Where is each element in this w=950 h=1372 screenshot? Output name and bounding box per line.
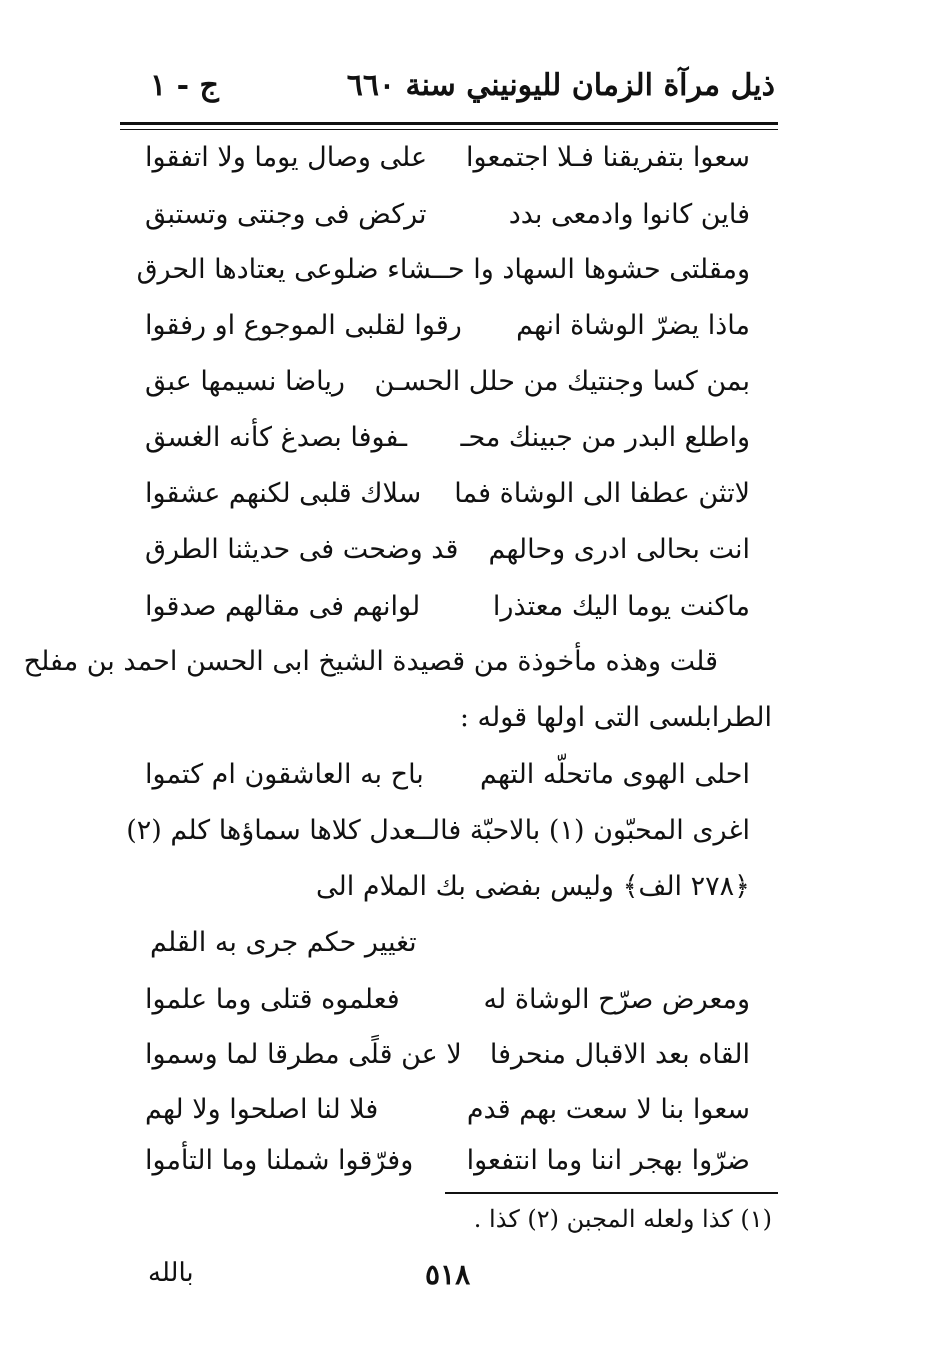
footnote-rule [445,1192,778,1194]
verse-second-hemistich: لوانهم فى مقالهم صدقوا [145,591,421,622]
verse-second-hemistich: لا عن قلًى مطرقا لما وسموا [145,1039,462,1070]
verse-first-hemistich: احلى الهوى ماتحلّه التهم [480,759,750,790]
verse-line [145,587,750,627]
catchword: بالله [148,1258,194,1288]
page-number: ٥١٨ [425,1258,471,1291]
header-rule-thin [120,129,778,130]
verse-continuation: تغيير حكم جرى به القلم [150,927,417,958]
volume-label: ج - ١ [150,68,219,103]
page-header [120,68,775,116]
verse-second-hemistich: وفرّقوا شملنا وما التأموا [145,1145,414,1176]
verse-line [136,250,750,290]
verse-line [145,1090,750,1130]
verse-first-hemistich: ضرّوا بهجر اننا وما انتفعوا [466,1145,750,1176]
verse-line-with-folio [316,867,750,907]
verse-second-hemistich: قد وضحت فى حديثنا الطرق [145,534,459,565]
verse-second-hemistich: فعلموه قتلى وما علموا [145,984,400,1015]
verse-second-hemistich: ـفوفا بصدغ كأنه الغسق [145,422,408,453]
verse-first-hemistich: واطلع البدر من جبينك محـ [460,422,750,453]
verse-line [126,811,750,851]
verse-line [145,362,750,402]
verse-first-hemistich: لاتثن عطفا الى الوشاة فما [454,478,750,509]
verse-first-hemistich: ماذا يضرّ الوشاة انهم [516,310,750,341]
verse-text: وليس بفضى بك الملام الى [316,871,614,902]
verse-first-hemistich: بمن كسا وجنتيك من حلل الحسـن [374,366,750,397]
header-rule-thick [120,122,778,125]
verse-first-hemistich: ومقلتى حشوها السهاد وا حـ [440,254,750,285]
verse-first-hemistich: اغرى المحبّون (١) بالاحبّة فالـ [424,815,750,846]
verse-second-hemistich: ـعدل كلاها سماؤها كلم (٢) [126,815,425,846]
verse-first-hemistich: ماكنت يوما اليك معتذرا [492,591,750,622]
prose-line: قلت وهذه مأخوذة من قصيدة الشيخ ابى الحسن احمد بن مفلح [23,646,718,677]
verse-second-hemistich: على وصال يوما ولا اتفقوا [145,142,428,173]
verse-first-hemistich: انت بحالى ادرى وحالهم [488,534,750,565]
verse-second-hemistich: رقوا لقلبى الموجوع او رفقوا [145,310,462,341]
verse-first-hemistich: سعوا بتفريقنا فـلا اجتمعوا [466,142,750,173]
verse-second-hemistich: فلا لنا اصلحوا ولا لهم [145,1094,379,1125]
prose-line: الطرابلسى التى اولها قوله : [459,702,772,733]
running-title: ذيل مرآة الزمان لليونيني سنة ٦٦٠ [346,68,775,103]
verse-line [145,474,750,514]
verse-second-hemistich: ـشاء ضلوعى يعتادها الحرق [136,254,441,285]
verse-line [145,1141,750,1181]
verse-second-hemistich: رياضا نسيمها عبق [145,366,345,397]
footnote: (١) كذا ولعله المجبن (٢) كذا . [473,1205,772,1233]
verse-first-hemistich: ومعرض صرّح الوشاة له [483,984,750,1015]
verse-line [145,418,750,458]
verse-second-hemistich: تركض فى وجنتى وتستبق [145,199,427,230]
verse-first-hemistich: القاه بعد الاقبال منحرفا [489,1039,750,1070]
verse-line [145,306,750,346]
verse-line [145,755,750,795]
verse-line [145,1035,750,1075]
verse-line [145,195,750,235]
verse-first-hemistich: سعوا بنا لا سعت بهم قدم [466,1094,750,1125]
verse-line [145,980,750,1020]
verse-first-hemistich: فاين كانوا وادمعى بدد [508,199,750,230]
verse-line [145,138,750,178]
verse-second-hemistich: سلاك قلبى لكنهم عشقوا [145,478,422,509]
verse-line [145,530,750,570]
folio-marker: ﴿٢٧٨ الف﴾ [622,871,750,902]
verse-second-hemistich: باح به العاشقون ام كتموا [145,759,424,790]
